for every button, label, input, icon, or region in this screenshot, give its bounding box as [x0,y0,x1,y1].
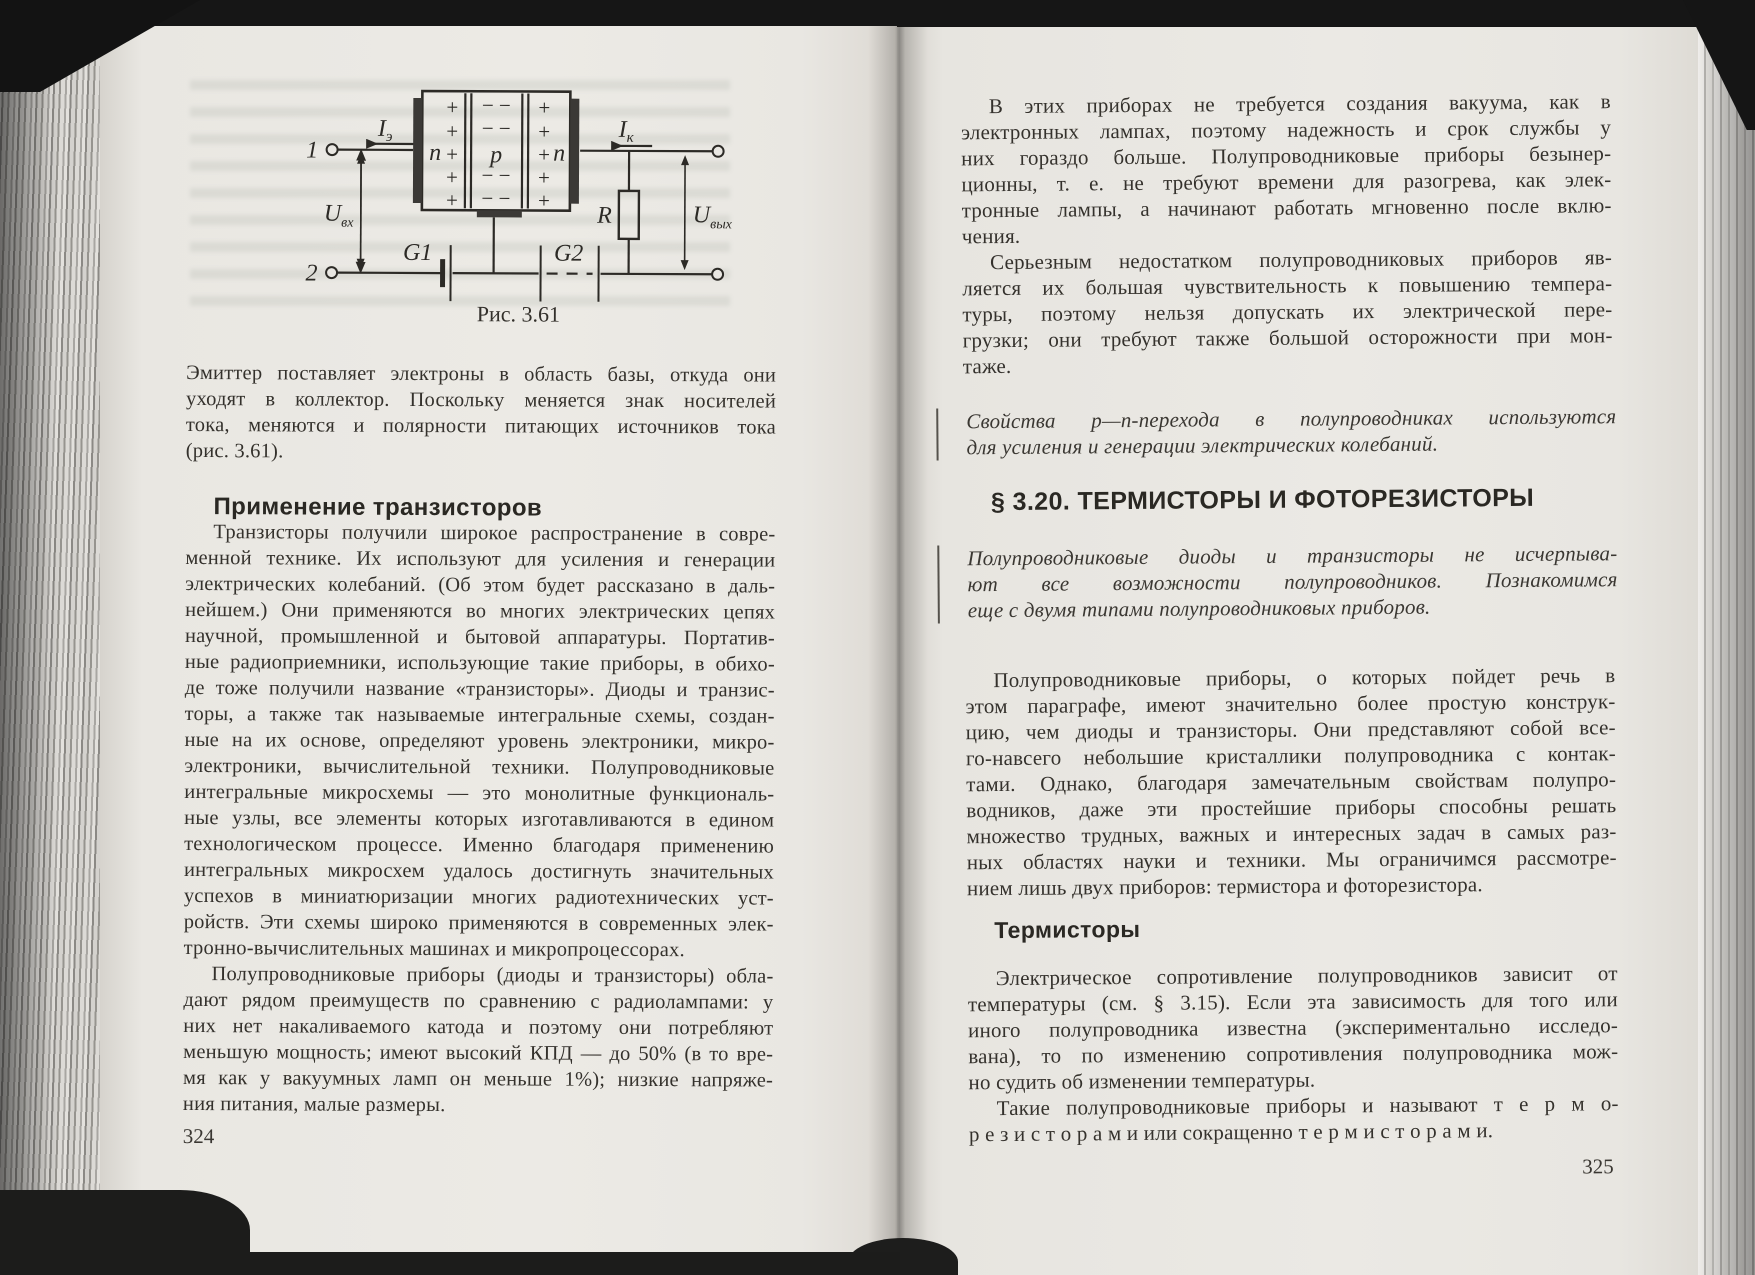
thermistors-subheading: Термисторы [994,915,1141,944]
svg-text:+: + [446,165,458,190]
right-quote-diodes-transistors [937,540,1618,623]
text-line: уходят в коллектор. Поскольку меняется знак носителей [185,387,777,413]
text-line: ные узлы, все элементы которых изготавливаются в едином [184,806,775,832]
text-line: (рис. 3.61). [185,439,284,463]
text-line: ных областях науки и техники. Мы ограничимся рассмотре- [966,845,1617,875]
svg-text:− −: − − [481,116,511,141]
text-line: дают рядом преимуществ по сравнению с радиолампами: у [183,988,774,1014]
text-line: Такие полупроводниковые приборы и называют т е р м о- [996,1091,1619,1121]
text-line: тами. Однако, благодаря замечательным свойствам полупро- [966,767,1617,797]
svg-text:+: + [538,119,551,144]
svg-text:+: + [538,142,551,167]
text-line: торы, а также так называемые интегральные схемы, создан- [184,702,775,728]
resistor-label: R [597,202,612,229]
svg-text:− −: − − [481,186,511,211]
svg-text:+: + [538,165,550,190]
right-paragraph-4 [968,960,1619,1095]
text-line: цию, чем диоды и транзисторы. Они представляют собой все- [965,715,1616,745]
region-n-left-label: n [429,140,442,167]
text-line: Полупроводниковые приборы, о которых пойдет речь в [993,663,1616,693]
text-line: еще с двумя типами полупроводниковых приборов. [967,594,1431,623]
right-paragraph-3 [965,662,1617,901]
text-line: интегральные микросхемы — это монолитные функциональ- [184,780,775,806]
left-page-number: 324 [182,1123,215,1149]
text-line: научной, промышленной и бытовой аппаратуры. Портатив- [184,624,776,650]
text-line: ют все возможности полупроводников. Познакомимся [967,567,1618,597]
text-line: де тоже получили название «транзисторы». Диоды и транзис- [184,676,775,702]
text-line: ройств. Эти схемы широко применяются в современных элек- [183,910,774,936]
collector-current-label: $I_к$ [618,116,634,146]
text-line: мя как у вакуумных ламп он меньше 1%); низкие напряже- [183,1066,774,1092]
battery-g1-label: G1 [402,239,433,267]
svg-text:+: + [538,95,551,120]
terminal-1-label: 1 [306,137,319,164]
text-line: Электрическое сопротивление полупроводников зависит от [995,961,1618,991]
text-line: этом параграфе, имеют значительно более простую конструк- [965,689,1616,719]
text-line: тронные лампы, а начинают работать мгновенно после вклю- [961,193,1612,223]
region-p-label: p [490,142,503,169]
text-line: но судить об изменении температуры. [968,1067,1316,1095]
text-line: Эмиттер поставляет электроны в область базы, откуда они [186,361,777,387]
svg-text:+: + [445,188,458,213]
text-line: электрических колебаний. (Об этом будет рассказано в даль- [185,572,776,598]
svg-text:+: + [446,95,459,120]
svg-text:+: + [446,119,459,144]
text-line: электронных лампах, поэтому надежность и срок службы у [960,115,1612,145]
figure-caption: Рис. 3.61 [476,301,561,327]
text-line: грузки; они требуют также большой осторожности при мон- [962,323,1613,353]
battery-g2-label: G2 [553,240,584,267]
text-line: для усиления и генерации электрических колебаний. [966,431,1439,460]
section-3-20-heading: § 3.20. ТЕРМИСТОРЫ И ФОТОРЕЗИСТОРЫ [990,483,1535,517]
text-line: вана), то по изменению сопротивления полупроводника мож- [968,1039,1619,1069]
svg-text:− −: − − [481,93,511,118]
text-line: нейшем.) Они применяются во многих электрических цепях [185,598,776,624]
right-page-number: 325 [1582,1154,1614,1179]
svg-text:− −: − − [481,163,511,188]
text-line: го-навсего небольшие кристаллики полупроводника с контак- [965,741,1617,771]
text-line: электроники, вычислительной техники. Полупроводниковые [184,754,775,780]
text-line: технологическом процессе. Именно благодаря применению [184,832,775,858]
text-line: тока, меняются и полярности питающих источников тока [185,413,776,439]
right-paragraph-5 [969,1090,1619,1147]
input-voltage-label: $U_{вх}$ [323,200,354,231]
svg-text:+: + [446,142,459,167]
text-line: них гораздо больше. Полупроводниковые приборы безынер- [961,141,1612,171]
text-line: менной технике. Их используют для усиления и генерации [185,546,776,572]
text-line: водников, даже эти простейшие приборы способны решать [966,793,1617,823]
left-section-heading: Применение транзисторов [213,493,543,522]
text-line: В этих приборах не требуется создания вакуума, как в [988,89,1611,119]
text-line: Свойства p—n-перехода в полупроводниках используются [966,404,1617,434]
text-line: р е з и с т о р а м и или сокращенно т е р м и с т о р а м и. [968,1118,1494,1147]
text-line: них нет накаливаемого катода и поэтому они потребляют [183,1014,774,1040]
text-line: ционны, т. е. не требуют времени для разогрева, как элек- [961,167,1612,197]
text-line: меньшую мощность; имеют высокий КПД — до 50% (в то вре- [183,1040,774,1066]
terminal-2-label: 2 [305,260,318,287]
text-line: чения. [961,223,1021,249]
svg-text:+: + [537,188,550,213]
text-line: туры, поэтому нельзя допускать их электрической пере- [962,297,1613,327]
text-line: ния питания, малые размеры. [182,1092,446,1117]
text-line: Полупроводниковые приборы (диоды и транзисторы) обла- [211,963,774,988]
text-line: Транзисторы получили широкое распространение в совре- [213,521,776,546]
text-line: тронно-вычислительных машинах и микропроцессорах. [183,936,685,962]
text-line: нием лишь двух приборов: термистора и фоторезистора. [966,872,1483,901]
text-line: множество трудных, важных и интересных задач в самых раз- [966,819,1617,849]
text-line: успехов в миниатюризации многих радиотехнических уст- [183,884,774,910]
text-line: интегральных микросхем удалось достигнуть значительных [183,858,775,884]
right-quote-pn-junction [936,403,1616,460]
text-line: Серьезным недостатком полупроводниковых приборов яв- [989,245,1613,275]
text-line: ляется их большая чувствительность к повышению темпера- [962,271,1613,301]
text-line: таже. [962,353,1012,379]
text-line: ные на их основе, определяют уровень электроники, микро- [184,728,775,754]
text-line: температуры (см. § 3.15). Если эта зависимость для того или [967,987,1618,1017]
text-line: ные радиоприемники, использующие такие приборы, в обихо- [184,650,775,676]
text-line: Полупроводниковые диоды и транзисторы не исчерпыва- [967,541,1618,571]
right-paragraph-2 [962,244,1613,379]
text-line: иного полупроводника известна (экспериментально исследо- [967,1013,1619,1043]
output-voltage-label: $U_{вых}$ [692,202,732,233]
right-paragraph-1 [961,88,1612,249]
emitter-current-label: $I_э$ [377,115,393,145]
region-n-right-label: n [553,140,566,167]
